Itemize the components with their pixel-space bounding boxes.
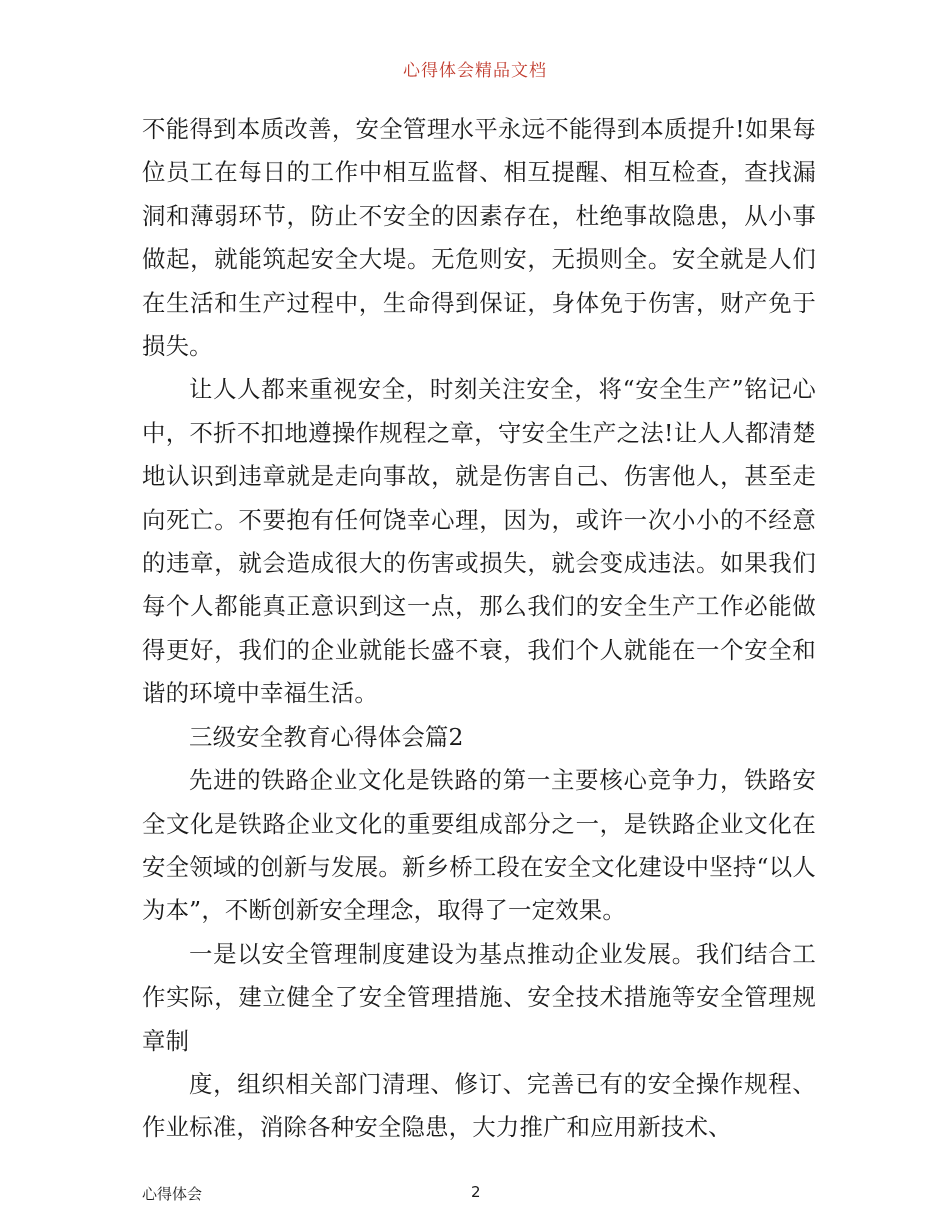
page-number: 2 — [471, 1183, 481, 1201]
document-header-title: 心得体会精品文档 — [403, 61, 547, 81]
document-body — [142, 108, 816, 1150]
paragraph-railway-culture: 先进的铁路企业文化是铁路的第一主要核心竞争力，铁路安全文化是铁路企业文化的重要组成部分之一，是铁路企业文化在安全领域的创新与发展。新乡桥工段在安全文化建设中坚持“以人为本”，不断创新安全理念，取得了一定效果。 — [142, 766, 816, 925]
paragraph-standards: 度，组织相关部门清理、修订、完善已有的安全操作规程、作业标准，消除各种安全隐患，大力推广和应用新技术、 — [142, 1069, 816, 1142]
section-heading: 三级安全教育心得体会篇2 — [189, 722, 464, 751]
footer-label: 心得体会 — [142, 1185, 203, 1203]
paragraph-management-system: 一是以安全管理制度建设为基点推动企业发展。我们结合工作实际，建立健全了安全管理措施、安全技术措施等安全管理规章制 — [142, 939, 816, 1055]
document-footer — [142, 1183, 816, 1205]
paragraph-safety-awareness: 让人人都来重视安全，时刻关注安全，将“安全生产”铭记心中，不折不扣地遵操作规程之章，守安全生产之法!让人人都清楚地认识到违章就是走向事故，就是伤害自己、伤害他人，甚至走向死亡。不要抱有任何饶幸心理，因为，或许一次小小的不经意的违章，就会造成很大的伤害或损失，就会变成违法。如果我们每个人都能真正意识到这一点，那么我们的安全生产工作必能做得更好，我们的企业就能长盛不衰，我们个人就能在一个安全和谐的环境中幸福生活。 — [142, 375, 816, 708]
paragraph-continuation: 不能得到本质改善，安全管理水平永远不能得到本质提升!如果每位员工在每日的工作中相互监督、相互提醒、相互检查，查找漏洞和薄弱环节，防止不安全的因素存在，杜绝事故隐患，从小事做起，就能筑起安全大堤。无危则安，无损则全。安全就是人们在生活和生产过程中，生命得到保证，身体免于伤害，财产免于损失。 — [142, 115, 816, 361]
